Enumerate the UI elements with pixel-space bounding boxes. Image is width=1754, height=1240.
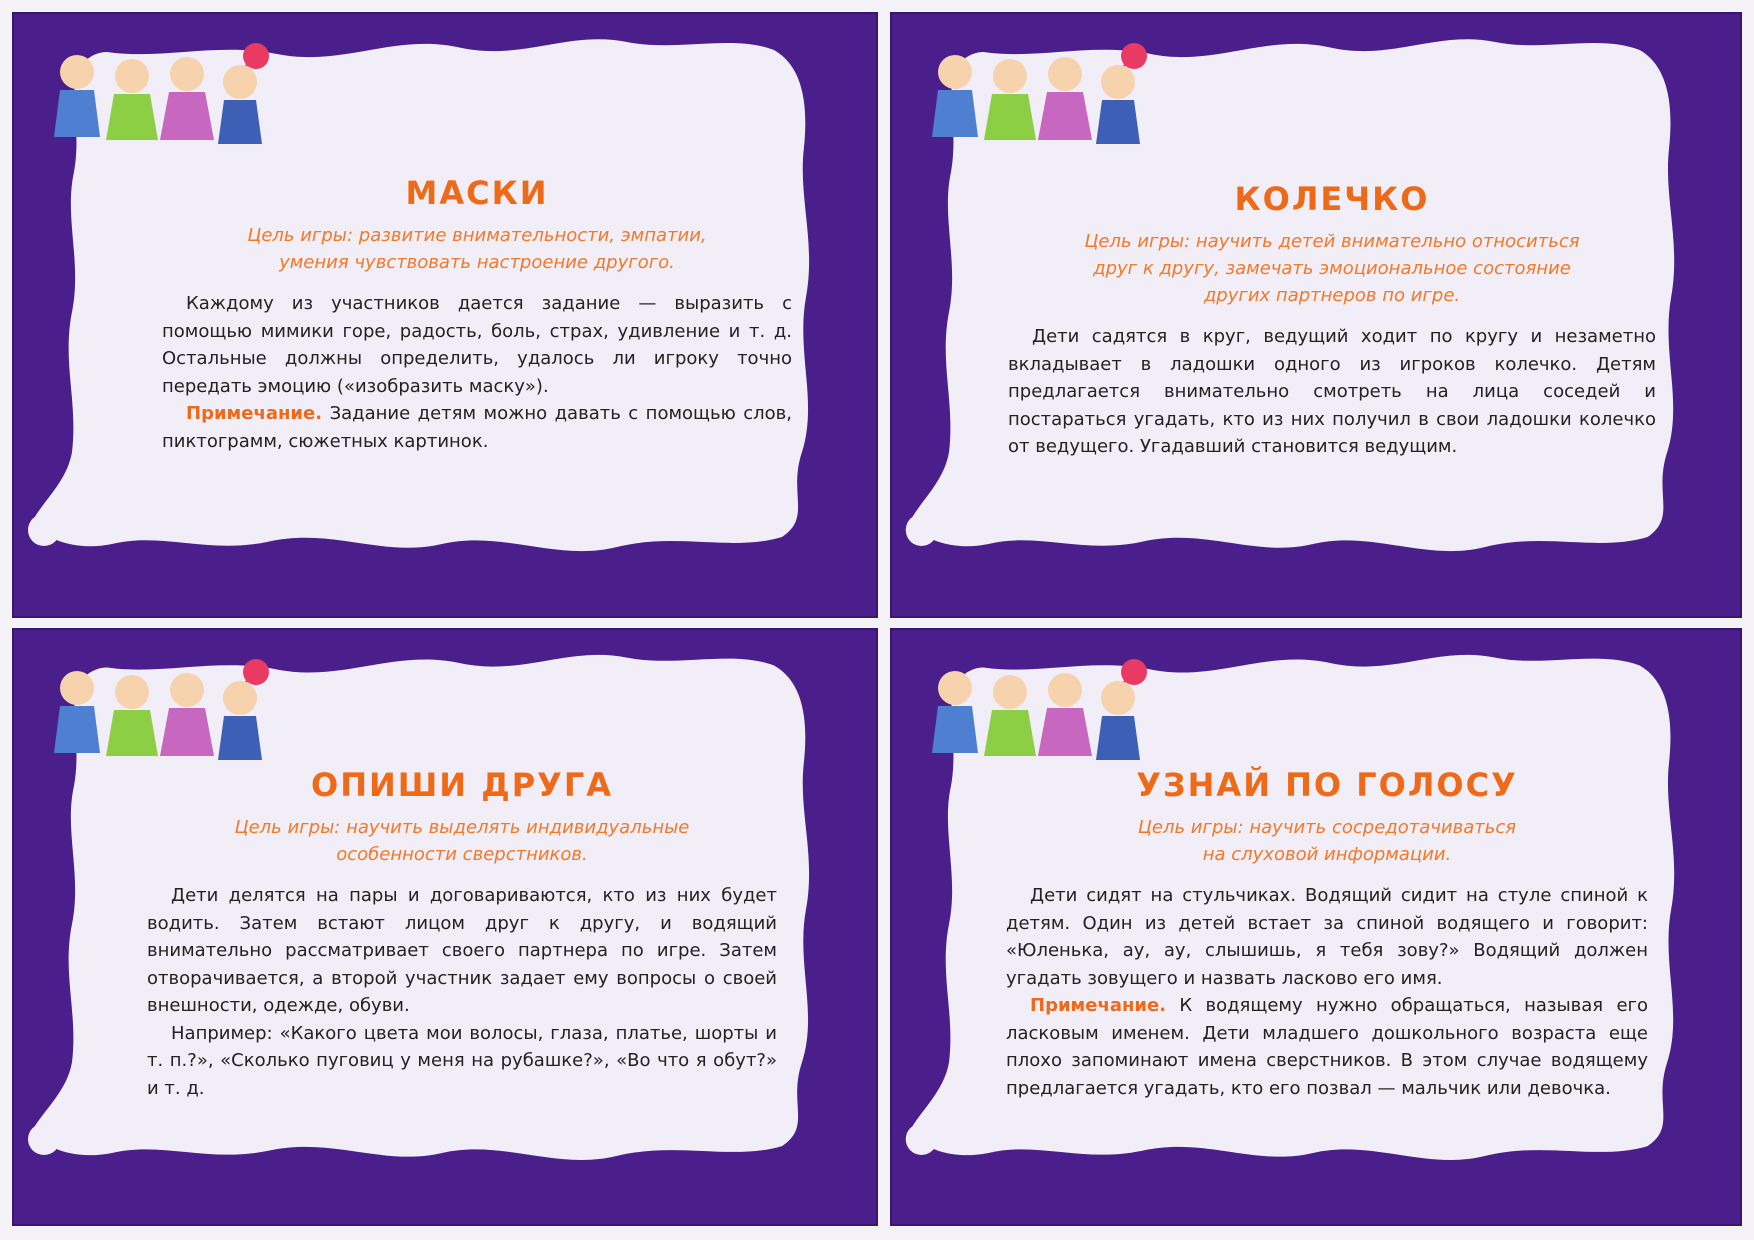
children-illustration-icon [42,658,302,773]
game-example: Например: «Какого цвета мои волосы, глаза, платье, шорты и т. п.?», «Сколько пуговиц у меня на рубашке?», «Во что я обут?» и т. д. [147,1022,777,1099]
game-card-opishi-druga [12,628,878,1226]
game-card-maski [12,12,878,618]
game-goal: Цель игры: развитие внимательности, эмпатии, умения чувствовать настроение другого. [247,225,707,273]
game-description: Дети садятся в круг, ведущий ходит по кругу и незаметно вкладывает в ладошки одного из игроков колечко. Детям предлагается внимательно смотреть на лица соседей и постараться угадать, кто из них получил в свои ладошки колечко от ведущего. Угадавший становится ведущим. [1008,326,1656,457]
game-card-kolechko [890,12,1742,618]
card-title: ОПИШИ ДРУГА [311,766,613,804]
game-card-uznai-po-golosu [890,628,1742,1226]
game-description: Дети делятся на пары и договариваются, кто из них будет водить. Затем встают лицом друг к другу, и водящий внимательно рассматривает своего партнера по игре. Затем отворачивается, а второй участник задает ему вопросы о своей внешности, одежде, обуви. [147,885,777,1016]
card-content [162,174,792,455]
game-note: Примечание. Задание детям можно давать с помощью слов, пиктограмм, сюжетных картинок. [162,403,792,452]
game-description: Каждому из участников дается задание — выразить с помощью мимики горе, радость, боль, страх, удивление и т. д. Остальные должны определить, удалось ли игроку точно передать эмоцию («изобразить маску»). [162,293,792,397]
game-note: Примечание. К водящему нужно обращаться, называя его ласковым именем. Дети младшего дошкольного возраста еще плохо запоминают имена сверстников. В этом случае водящему предлагается угадать, кто его позвал — мальчик или девочка. [1006,995,1648,1099]
children-illustration-icon [42,42,302,157]
game-description: Дети сидят на стульчиках. Водящий сидит на стуле спиной к детям. Один из детей встает за спиной водящего и говорит: «Юленька, ау, ау, слышишь, я тебя зову?» Водящий должен угадать зовущего и назвать ласково его имя. [1006,885,1648,989]
children-illustration-icon [920,658,1180,773]
card-title: КОЛЕЧКО [1234,180,1430,218]
card-title: МАСКИ [405,174,549,212]
game-goal: Цель игры: научить детей внимательно относиться друг к другу, замечать эмоциональное состояние других партнеров по игре. [1084,231,1580,306]
game-goal: Цель игры: научить сосредотачиваться на слуховой информации. [1137,817,1517,865]
card-content [1006,766,1648,1102]
card-content [147,766,777,1102]
children-illustration-icon [920,42,1180,157]
card-content [1008,180,1656,461]
game-goal: Цель игры: научить выделять индивидуальные особенности сверстников. [234,817,690,865]
card-title: УЗНАЙ ПО ГОЛОСУ [1136,766,1518,804]
